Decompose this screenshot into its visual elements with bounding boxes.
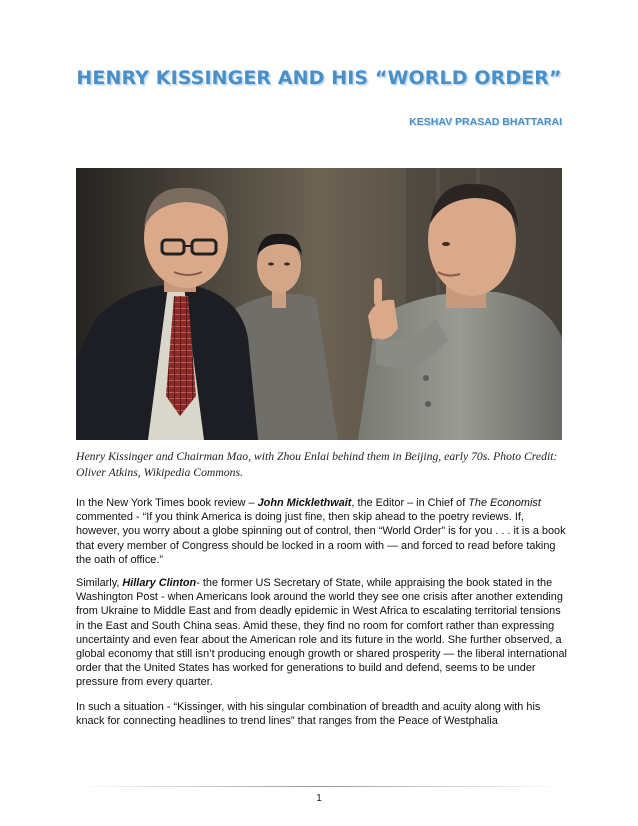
- p2-text-start: Similarly,: [76, 577, 123, 589]
- p1-text-middle: , the Editor – in Chief of: [351, 497, 469, 509]
- photo-caption: Henry Kissinger and Chairman Mao, with Zhou Enlai behind them in Beijing, early 70s. Photo Credit: Oliver Atkins, Wikipedia Commons.: [76, 450, 558, 479]
- p1-person-name: John Micklethwait: [257, 497, 352, 509]
- p2-text-end: - the former US Secretary of State, while appraising the book stated in the Washington Post - when Americans look around the world they see one crisis after another extending from Ukraine to Middle East and from deadly epidemic in West Africa to escalating territorial tensions in the East and South China seas. Amid these, they find no room for comfort rather than expressing uncertainty and even fear about the American role and its future in the world. She further observed, a global economy that still isn’t producing enough growth or shared prosperity — the liberal international order that the United States has worked for generations to build and defend, seems to be under pressure from every quarter.: [76, 577, 567, 689]
- page-number: 1: [316, 793, 322, 804]
- p2-person-name: Hillary Clinton: [122, 577, 197, 589]
- p1-text-start: In the New York Times book review –: [76, 497, 258, 509]
- p1-publication: The Economist: [468, 497, 541, 509]
- p1-text-end: commented - “If you think America is doing just fine, then skip ahead to the poetry reviews. If, however, you worry about a globe spinning out of control, then “World Order” is for you . . . it is a book that every member of Congress should be locked in a room with — and forced to read before taking the oath of office.”: [76, 511, 566, 566]
- photo-illustration: [76, 168, 562, 440]
- footer-divider: [76, 786, 562, 787]
- author-name: KESHAV PRASAD BHATTARAI: [409, 116, 562, 128]
- paragraph-clinton-review: [76, 576, 570, 690]
- paragraph-kissinger-situation: In such a situation - “Kissinger, with his singular combination of breadth and acuity along with his knack for connecting headlines to trend lines” that ranges from the Peace of Westphalia: [76, 701, 541, 728]
- photo-kissinger-mao: [76, 168, 562, 440]
- paragraph-nyt-review: [76, 496, 570, 567]
- document-title: HENRY KISSINGER AND HIS “WORLD ORDER”: [76, 67, 562, 89]
